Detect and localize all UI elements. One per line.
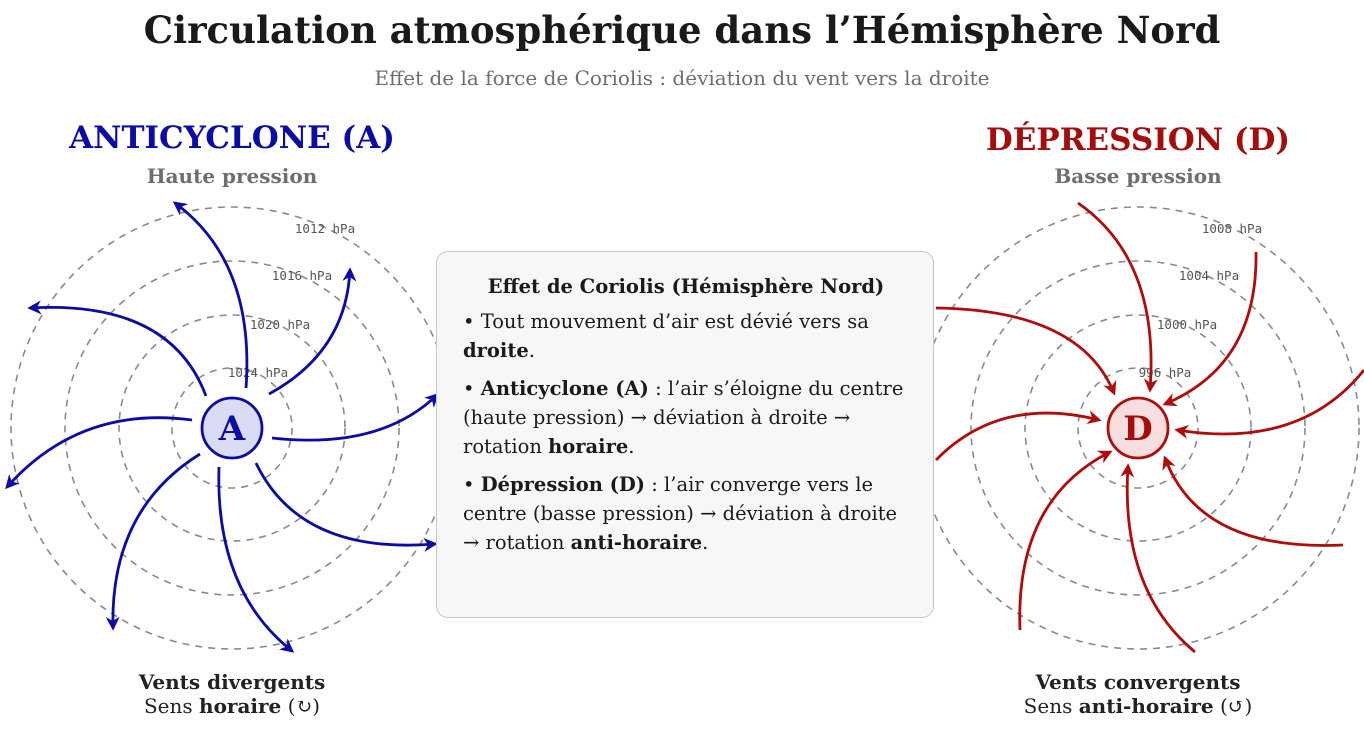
depression-wind-arrow [1165,458,1343,545]
page-title: Circulation atmosphérique dans l’Hémisphère Nord [143,8,1221,52]
anticyclone-isobar-label-1: 1024 hPa [227,365,289,380]
anticyclone-wind-arrow [219,467,292,651]
info-item-text: Tout mouvement d’air est dévié vers sa [480,310,869,333]
anticyclone-subtitle: Haute pression [146,164,318,188]
anticyclone-caption-direction: horaire [199,694,282,718]
info-item-end: . [628,435,635,458]
depression-wind-arrow [1020,452,1110,630]
info-item-text: : l’air s’éloigne du centre (haute pression) → déviation à droite → rotation [463,377,904,458]
depression-title: DÉPRESSION (D) [985,122,1291,158]
info-box-title: Effet de Coriolis (Hémisphère Nord) [487,275,885,298]
info-item: • Tout mouvement d’air est dévié vers sa droite. [463,310,869,362]
clockwise-icon: (↻) [281,694,321,718]
info-item-emphasis: horaire [548,435,629,458]
depression-caption [978,670,1298,718]
anticyclone-caption-title: Vents divergents [138,670,326,694]
depression-caption-title: Vents convergents [1035,670,1241,694]
depression-isobar-label-2: 1000 hPa [1156,317,1218,332]
depression-group [917,120,1364,652]
depression-caption-prefix: Sens [1023,694,1079,718]
depression-isobar-label-1: 996 hPa [1138,365,1192,380]
info-item-end: . [702,531,709,554]
anticyclone-wind-arrow [30,307,206,396]
anticyclone-caption [72,670,392,718]
anticyclone-caption-prefix: Sens [143,694,200,718]
depression-caption-direction: anti-horaire [1078,694,1214,718]
anticyclone-wind-arrow [272,395,437,440]
anticyclone-center-letter: A [218,409,246,449]
depression-wind-arrow [936,308,1114,393]
counterclockwise-icon: (↺) [1213,694,1253,718]
anticyclone-wind-arrow [256,463,435,545]
depression-center-letter: D [1123,409,1153,449]
anticyclone-isobar-label-2: 1020 hPa [249,317,311,332]
info-item-emphasis: droite [463,339,529,362]
depression-isobar-label-3: 1004 hPa [1178,268,1240,283]
info-item-text: : l’air converge vers le centre (basse pression) → déviation à droite → rotation [463,473,898,554]
coriolis-info-box [436,251,934,618]
info-item-lead: Anticyclone (A) [480,377,649,400]
anticyclone-group [7,120,453,651]
info-item: • Dépression (D) : l’air converge vers le centre (basse pression) → déviation à droite → rotation anti-horaire. [463,473,898,554]
anticyclone-isobar-label-3: 1016 hPa [271,268,333,283]
anticyclone-title: ANTICYCLONE (A) [69,120,395,156]
depression-wind-arrow [1078,203,1151,390]
depression-wind-arrow [936,413,1099,460]
anticyclone-isobar-label-4: 1012 hPa [294,221,356,236]
info-item-lead: Dépression (D) [480,473,646,496]
depression-subtitle: Basse pression [1054,164,1222,188]
info-item-end: . [528,339,535,362]
info-item: • Anticyclone (A) : l’air s’éloigne du centre (haute pression) → déviation à droite → rotation horaire. [463,377,904,458]
depression-isobar-label-4: 1008 hPa [1201,221,1263,236]
anticyclone-wind-arrow [7,418,192,487]
anticyclone-wind-arrow [113,454,200,628]
info-item-emphasis: anti-horaire [570,531,703,554]
page-subtitle: Effet de la force de Coriolis : déviation du vent vers la droite [374,66,990,90]
